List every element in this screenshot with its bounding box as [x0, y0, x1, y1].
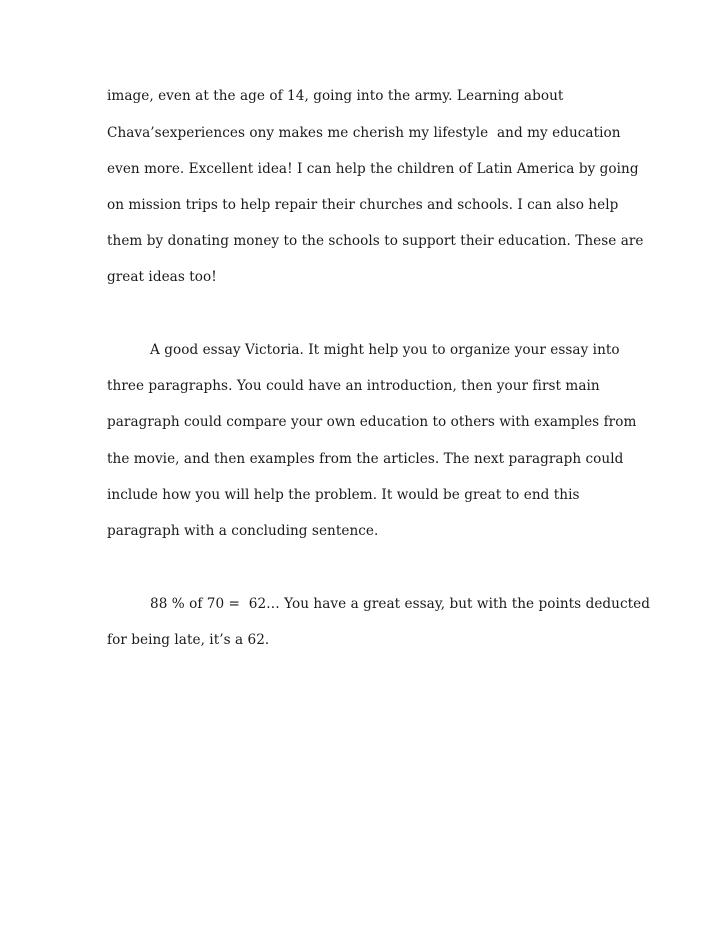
text-line: Chava’sexperiences ony makes me cherish my lifestyle and my education: [107, 125, 621, 141]
text-line: paragraph could compare your own education to others with examples from: [107, 414, 637, 430]
text-line: three paragraphs. You could have an introduction, then your first main: [107, 378, 600, 394]
text-line: on mission trips to help repair their churches and schools. I can also help: [107, 197, 619, 213]
text-line: them by donating money to the schools to support their education. These are: [107, 233, 644, 249]
text-line: image, even at the age of 14, going into the army. Learning about: [107, 88, 564, 104]
text-line: A good essay Victoria. It might help you to organize your essay into: [150, 342, 620, 358]
text-line: great ideas too!: [107, 269, 217, 285]
text-line: for being late, it’s a 62.: [107, 632, 270, 648]
text-line: paragraph with a concluding sentence.: [107, 523, 379, 539]
text-line: include how you will help the problem. It would be great to end this: [107, 487, 580, 503]
text-line: the movie, and then examples from the articles. The next paragraph could: [107, 451, 624, 467]
text-line: even more. Excellent idea! I can help the children of Latin America by going: [107, 161, 639, 177]
text-line: 88 % of 70 = 62… You have a great essay, but with the points deducted: [150, 596, 651, 612]
